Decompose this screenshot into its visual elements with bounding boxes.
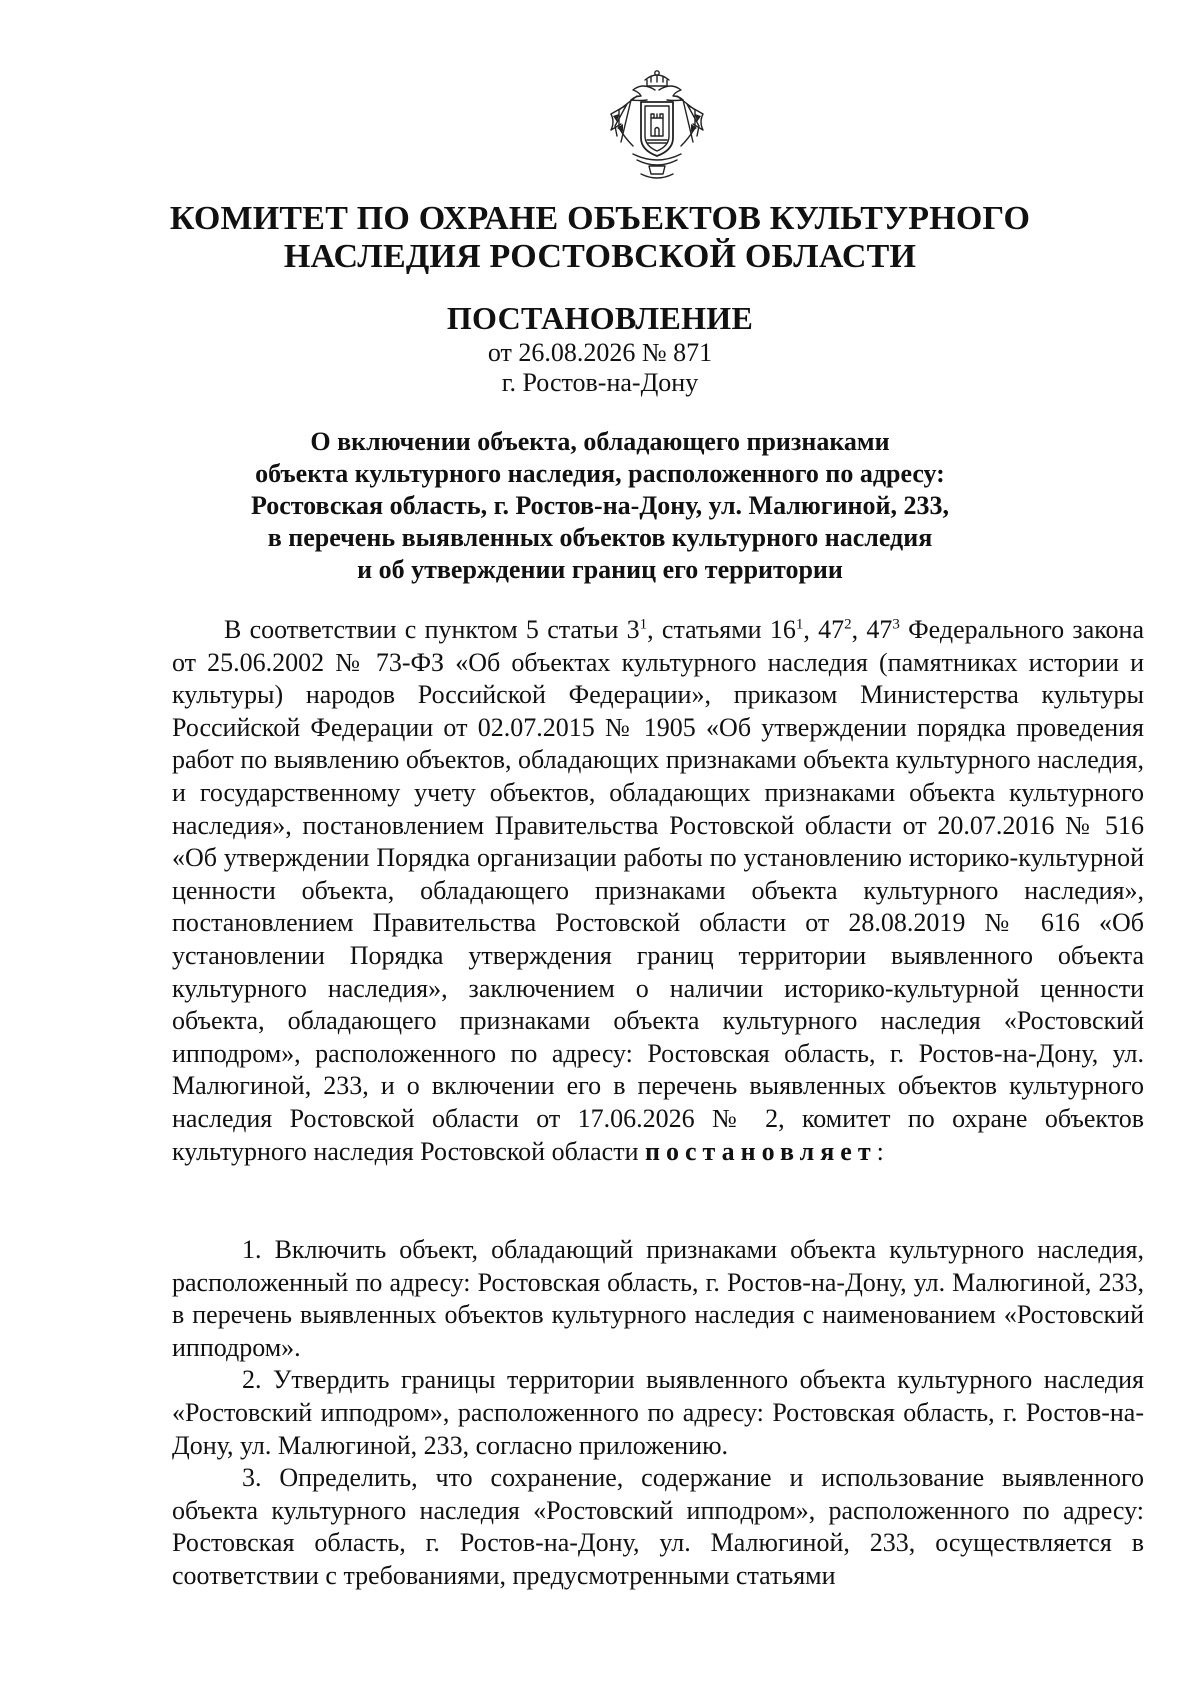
document-meta <box>100 338 1100 398</box>
resolution-item-2: 2. Утвердить границы территории выявленного объекта культурного наследия «Ростовский ипподром», расположенного по адресу: Ростовская область, г. Ростов-на-Дону, ул. Малюгиной, 233, согласно приложению. <box>172 1365 1144 1460</box>
preamble-text-3: , 47 <box>803 615 845 644</box>
preamble-text-1: В соответствии с пунктом 5 статьи 3 <box>224 615 640 644</box>
document-date-number: от 26.08.2026 № 871 <box>487 338 713 367</box>
resolution-items <box>172 1234 1144 1593</box>
subject-line-2: объекта культурного наследия, расположенного по адресу: <box>255 459 945 488</box>
decree-colon: : <box>876 1136 884 1166</box>
preamble-text-2: , статьями 16 <box>647 615 796 644</box>
preamble-text-5: Федерального закона от 25.06.2002 № 73-ФЗ «Об объектах культурного наследия (памятниках истории и культуры) народов Российской Федерации», приказом Министерства культуры Российской Федерации от 02.07.2015 № 1905 «Об утверждении порядка проведения работ по выявлению объектов, обладающих признаками объекта культурного наследия, и государственному учету объектов, обладающих признаками объекта культурного наследия», постановлением Правительства Ростовской области от 20.07.2016 № 516 «Об утверждении Порядка организации работы по установлению историко-культурной ценности объекта, обладающего признаками объекта культурного наследия», постановлением Правительства Ростовской области от 28.08.2019 № 616 «Об установлении Порядка утверждения границ территории выявленного объекта культурного наследия», заключением о наличии историко-культурной ценности объекта, обладающего признаками объекта культурного наследия «Ростовский ипподром», расположенного по адресу: Ростовская область, г. Ростов-на-Дону, ул. Малюгиной, 233, и о включении его в перечень выявленных объектов культурного наследия Ростовской области от 17.06.2026 № 2, комитет по охране объектов культурного наследия Ростовской области <box>172 615 1144 1166</box>
resolution-item-3: 3. Определить, что сохранение, содержание и использование выявленного объекта культурного наследия «Ростовский ипподром», расположенного по адресу: Ростовская область, г. Ростов-на-Дону, ул. Малюгиной, 233, осуществляется в соответствии с требованиями, предусмотренными статьями <box>172 1463 1144 1590</box>
superscript: 3 <box>892 616 900 633</box>
subject-line-5: и об утверждении границ его территории <box>357 555 843 584</box>
preamble-text-4: , 47 <box>851 615 893 644</box>
resolution-item-1: 1. Включить объект, обладающий признаками объекта культурного наследия, расположенный по адресу: Ростовская область, г. Ростов-на-Дону, ул. Малюгиной, 233, в перечень выявленных объектов культурного наследия с наименованием «Ростовский ипподром». <box>172 1235 1144 1362</box>
document-type: ПОСТАНОВЛЕНИЕ <box>446 300 754 336</box>
decree-word: постановляет <box>645 1136 877 1166</box>
superscript: 1 <box>639 616 648 633</box>
organization-title-line-2: НАСЛЕДИЯ РОСТОВСКОЙ ОБЛАСТИ <box>283 238 917 275</box>
subject-line-3: Ростовская область, г. Ростов-на-Дону, ул. Малюгиной, 233, <box>250 491 950 520</box>
coat-of-arms-emblem <box>597 66 717 186</box>
organization-title <box>100 200 1100 276</box>
superscript: 1 <box>795 616 804 633</box>
superscript: 2 <box>844 616 852 633</box>
subject-line-1: О включении объекта, обладающего признаками <box>310 427 890 456</box>
document-city: г. Ростов-на-Дону <box>501 368 699 397</box>
subject-line-4: в перечень выявленных объектов культурного наследия <box>267 523 933 552</box>
preamble-paragraph <box>172 614 1144 1168</box>
organization-title-line-1: КОМИТЕТ ПО ОХРАНЕ ОБЪЕКТОВ КУЛЬТУРНОГО <box>169 200 1031 237</box>
document-subject <box>120 426 1080 586</box>
